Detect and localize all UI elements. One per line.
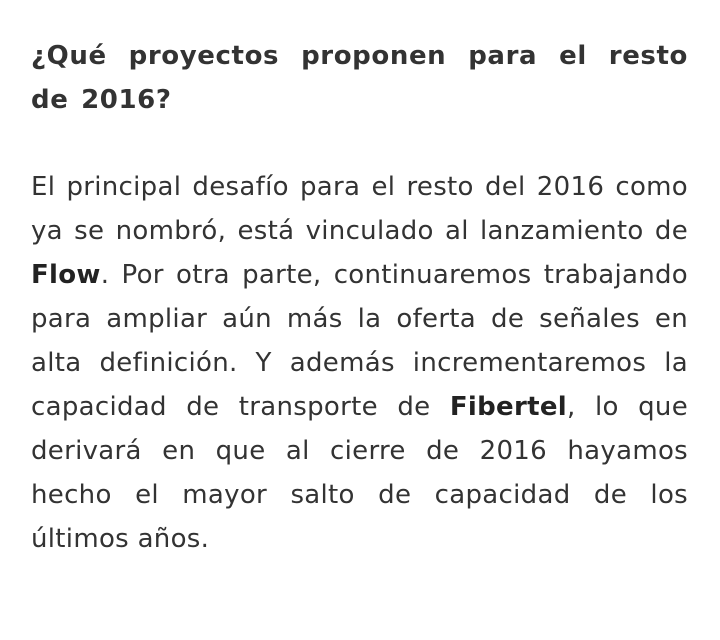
brand-name-flow: Flow (31, 260, 101, 290)
answer-text-part-3: , lo que derivará en que al cierre de 2016 hayamos hecho el mayor salto de capacidad de los últimos años. (31, 392, 688, 554)
answer-paragraph (31, 165, 688, 561)
brand-name-fibertel: Fibertel (449, 392, 567, 422)
answer-text-part-1: El principal desafío para el resto del 2016 como ya se nombró, está vinculado al lanzamiento de (31, 172, 688, 246)
question-heading: ¿Qué proyectos proponen para el resto de 2016? (31, 41, 688, 115)
answer-text-part-2: . Por otra parte, continuaremos trabajando para ampliar aún más la oferta de señales en alta definición. Y además incrementaremos la capacidad de transporte de (31, 260, 688, 422)
